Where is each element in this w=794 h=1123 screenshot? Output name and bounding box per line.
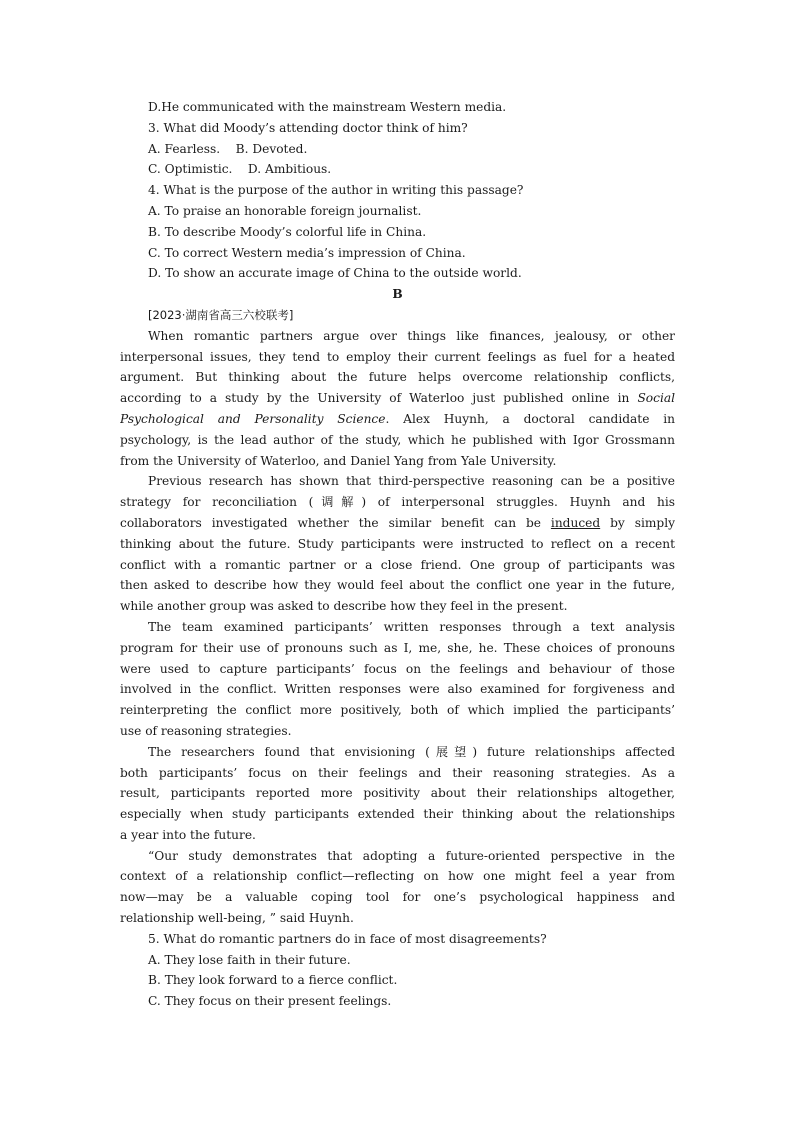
p2-line [120,513,675,534]
p1-line [120,409,675,430]
p1-text: according to a study by the University of Waterloo just published online in [120,391,630,406]
p3-line: reinterpreting the conflict more positively, both of which implied the participants’ [120,703,675,718]
p1-line: interpersonal issues, they tend to employ their current feelings as fuel for a heated [120,349,675,364]
underlined-word: induced [550,515,601,530]
p2-line: conflict with a romantic partner or a close friend. One group of participants was [120,557,675,572]
q2-option-d: D.He communicated with the mainstream Western media. [148,100,507,114]
p5-line: “Our study demonstrates that adopting a future-oriented perspective in the [148,848,675,863]
p4-line: both participants’ focus on their feelings and their reasoning strategies. As a [120,765,675,780]
q3-options-ab: A. Fearless. B. Devoted. [148,141,308,156]
p3-line: use of reasoning strategies. [120,723,292,738]
p2-line: thinking about the future. Study participants were instructed to reflect on a recent [120,536,675,551]
p4-line: especially when study participants extended their thinking about the relationships [120,807,675,822]
q4-option-b: B. To describe Moody’s colorful life in China. [148,224,427,239]
p1-line: argument. But thinking about the future helps overcome relationship conflicts, [120,370,675,385]
q5-option-b: B. They look forward to a fierce conflict. [148,973,398,988]
p5-line: relationship well-being, ” said Huynh. [120,911,354,926]
p3-line: involved in the conflict. Written responses were also examined for forgiveness and [120,682,675,697]
p1-line: When romantic partners argue over things like finances, jealousy, or other [148,328,675,343]
q4-option-a: A. To praise an honorable foreign journalist. [148,203,422,218]
q3-question: 3. What did Moody’s attending doctor think of him? [148,120,468,135]
p2-line: Previous research has shown that third-perspective reasoning can be a positive [148,474,675,489]
document-page [120,97,675,1012]
p1-line: psychology, is the lead author of the study, which he published with Igor Grossmann [120,432,675,447]
q3-options-cd: C. Optimistic. D. Ambitious. [148,162,332,177]
p4-line: result, participants reported more positivity about their relationships altogether, [120,786,675,801]
passage-source: [2023·湖南省高三六校联考] [148,307,294,322]
p3-line: The team examined participants’ written responses through a text analysis [148,619,675,634]
p4-line: a year into the future. [120,827,256,842]
p1-line: from the University of Waterloo, and Daniel Yang from Yale University. [120,453,557,468]
q5-option-a: A. They lose faith in their future. [148,952,351,967]
p2-text: by simply [610,515,675,530]
journal-name: Psychological and Personality Science [120,411,386,426]
p4-line: The researchers found that envisioning (展望) future relationships affected [148,744,675,759]
p2-line: while another group was asked to describe how they feel in the present. [120,599,568,614]
p1-line [120,388,675,409]
q4-question: 4. What is the purpose of the author in writing this passage? [148,183,524,198]
p5-line: now—may be a valuable coping tool for one’s psychological happiness and [120,890,675,905]
p2-line: strategy for reconciliation (调解) of interpersonal struggles. Huynh and his [120,495,675,510]
p1-text: . Alex Huynh, a doctoral candidate in [385,411,675,426]
p2-line: then asked to describe how they would feel about the conflict one year in the future, [120,578,675,593]
p3-line: program for their use of pronouns such as I, me, she, he. These choices of pronouns [120,640,675,655]
journal-name: Social [637,391,675,406]
q5-option-c: C. They focus on their present feelings. [148,994,392,1009]
p3-line: were used to capture participants’ focus on the feelings and behaviour of those [120,661,675,676]
q5-question: 5. What do romantic partners do in face of most disagreements? [148,931,547,946]
p2-text: collaborators investigated whether the similar benefit can be [120,515,541,530]
p5-line: context of a relationship conflict—reflecting on how one might feel a year from [120,869,675,884]
q4-option-c: C. To correct Western media’s impression of China. [148,245,466,260]
passage-heading: B [392,287,403,302]
q4-option-d: D. To show an accurate image of China to the outside world. [148,266,522,281]
